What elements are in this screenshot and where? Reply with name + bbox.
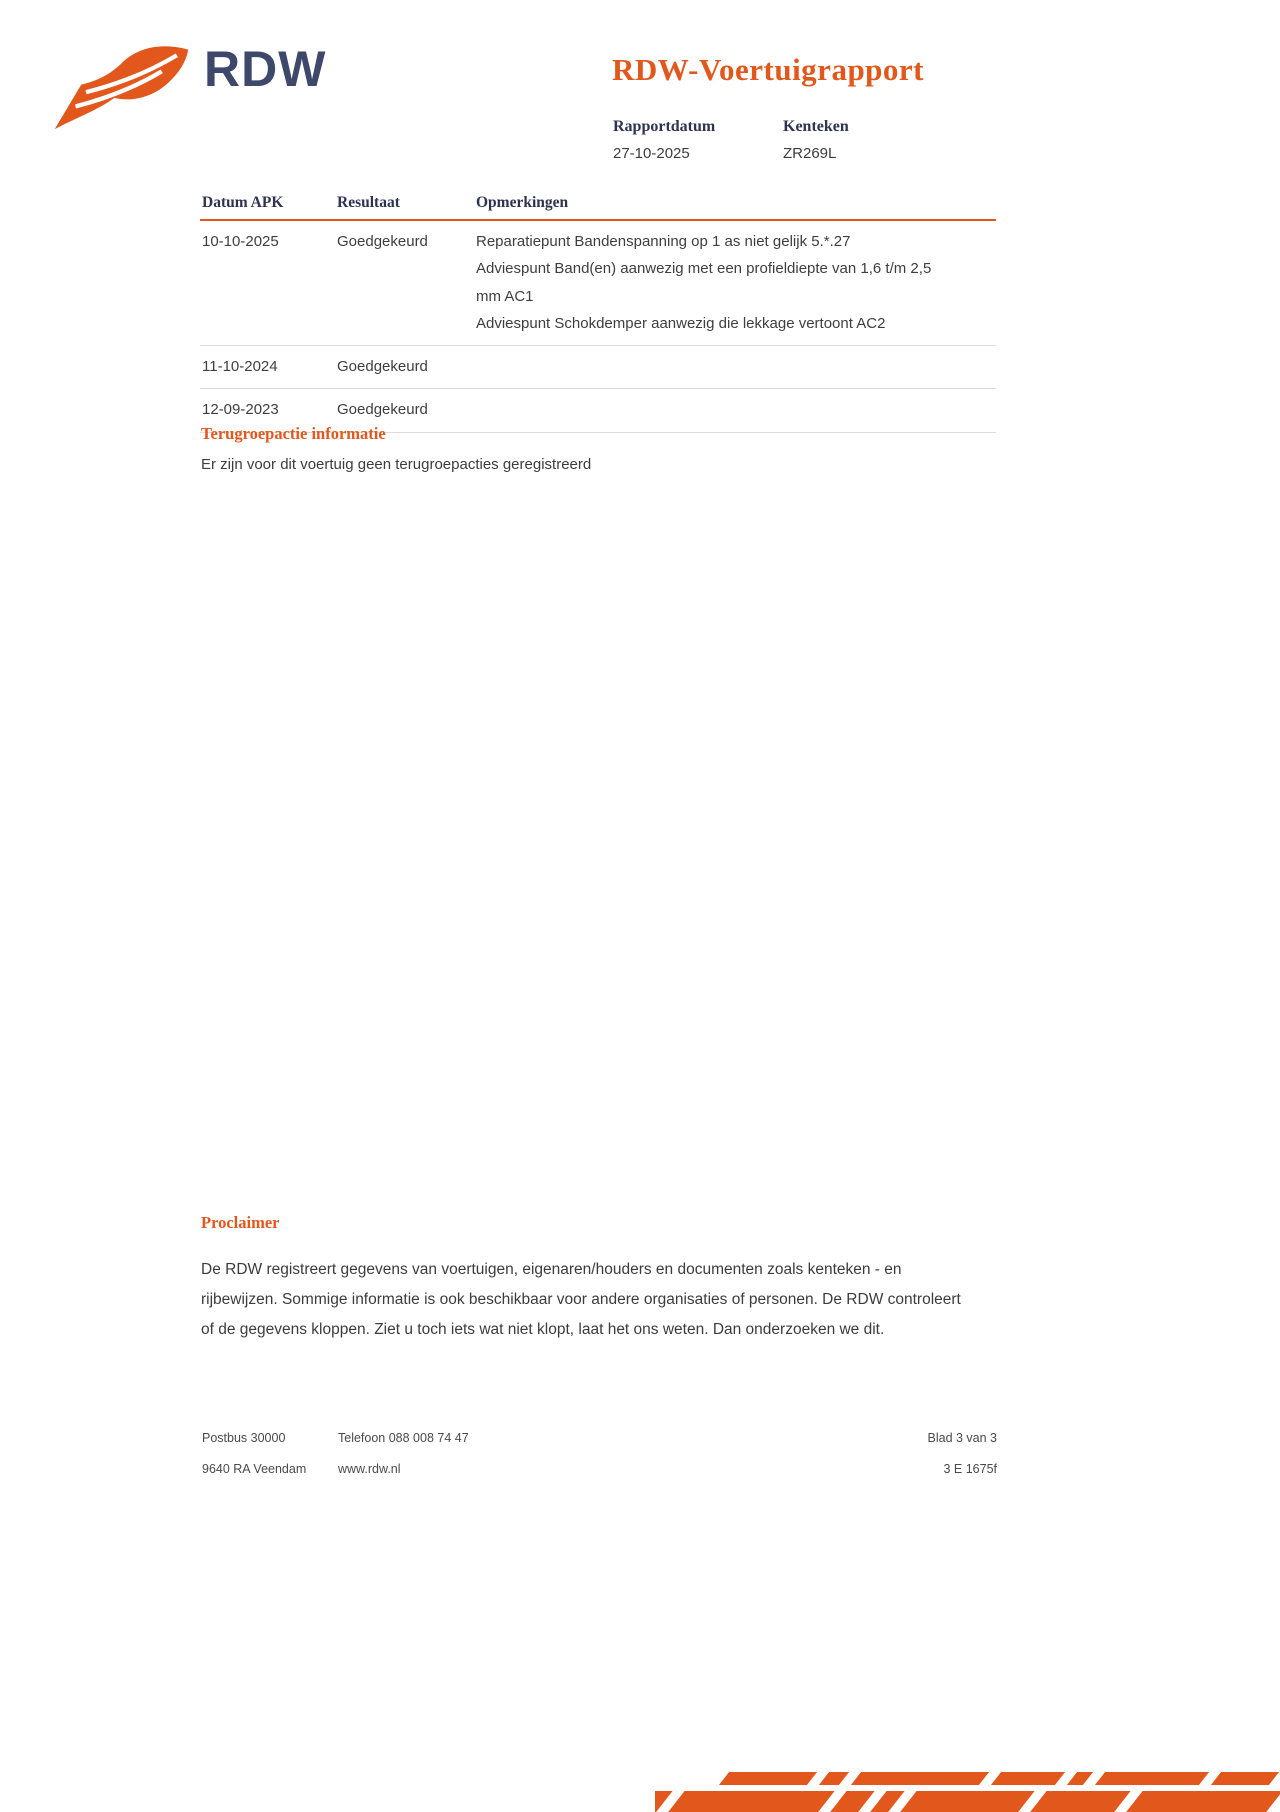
recall-section (201, 424, 981, 473)
footer-website-link[interactable]: www.rdw.nl (338, 1461, 401, 1476)
proclaimer-section-heading: Proclaimer (201, 1213, 280, 1232)
apk-date: 10-10-2025 (200, 220, 335, 346)
footer-postal: Postbus 30000 (202, 1431, 286, 1445)
apk-date: 12-09-2023 (200, 389, 335, 432)
stripe-row (655, 1772, 1280, 1785)
footer-doc-code: 3 E 1675f (943, 1461, 997, 1476)
column-header-datum-apk: Datum APK (200, 194, 335, 220)
rdw-stripe-pattern-decoration (655, 1772, 1280, 1812)
footer-page-number: Blad 3 van 3 (927, 1431, 997, 1445)
footer-page-info (928, 1432, 998, 1493)
rdw-flag-icon (50, 40, 192, 134)
remark-line: Adviespunt Schokdemper aanwezig die lekkage vertoont AC2 (476, 314, 886, 332)
footer-address (202, 1432, 306, 1493)
recall-section-heading: Terugroepactie informatie (201, 424, 386, 443)
apk-result: Goedgekeurd (335, 346, 474, 389)
proclaimer-section (201, 1213, 969, 1346)
apk-remarks (474, 346, 996, 389)
table-row (200, 220, 996, 346)
report-date-block (613, 118, 783, 162)
column-header-resultaat: Resultaat (335, 194, 474, 220)
column-header-opmerkingen: Opmerkingen (474, 194, 996, 220)
apk-history-table (200, 194, 996, 433)
proclaimer-section-body: De RDW registreert gegevens van voertuigen, eigenaren/houders en documenten zoals kenteken - en rijbewijzen. Sommige informatie is ook beschikbaar voor andere organisaties of personen. De RDW controleert of de gegevens kloppen. Ziet u toch iets wat niet klopt, laat het ons weten. Dan onderzoeken we dit. (201, 1261, 961, 1339)
apk-result: Goedgekeurd (335, 220, 474, 346)
footer-contact (338, 1432, 469, 1493)
report-meta (613, 118, 953, 162)
rdw-logo (50, 40, 326, 134)
table-row (200, 346, 996, 389)
report-date-label: Rapportdatum (613, 118, 716, 135)
apk-remarks (474, 220, 996, 346)
footer-city: 9640 RA Veendam (202, 1461, 307, 1476)
recall-section-body: Er zijn voor dit voertuig geen terugroepacties geregistreerd (201, 456, 592, 473)
footer-phone: Telefoon 088 008 74 47 (338, 1431, 469, 1445)
rdw-logo-text: RDW (204, 41, 327, 97)
license-plate-value: ZR269L (783, 145, 837, 162)
apk-result: Goedgekeurd (335, 389, 474, 432)
apk-table-header-row (200, 194, 996, 220)
remark-line: Adviespunt Band(en) aanwezig met een profieldiepte van 1,6 t/m 2,5 mm AC1 (476, 260, 932, 305)
stripe-row (655, 1791, 1280, 1812)
license-plate-block (783, 118, 953, 162)
apk-date: 11-10-2024 (200, 346, 335, 389)
report-date-value: 27-10-2025 (613, 145, 690, 162)
license-plate-label: Kenteken (783, 118, 849, 135)
document-title: RDW-Voertuigrapport (612, 52, 925, 87)
remark-line: Reparatiepunt Bandenspanning op 1 as niet gelijk 5.*.27 (476, 233, 851, 250)
remarks-list (476, 228, 936, 337)
